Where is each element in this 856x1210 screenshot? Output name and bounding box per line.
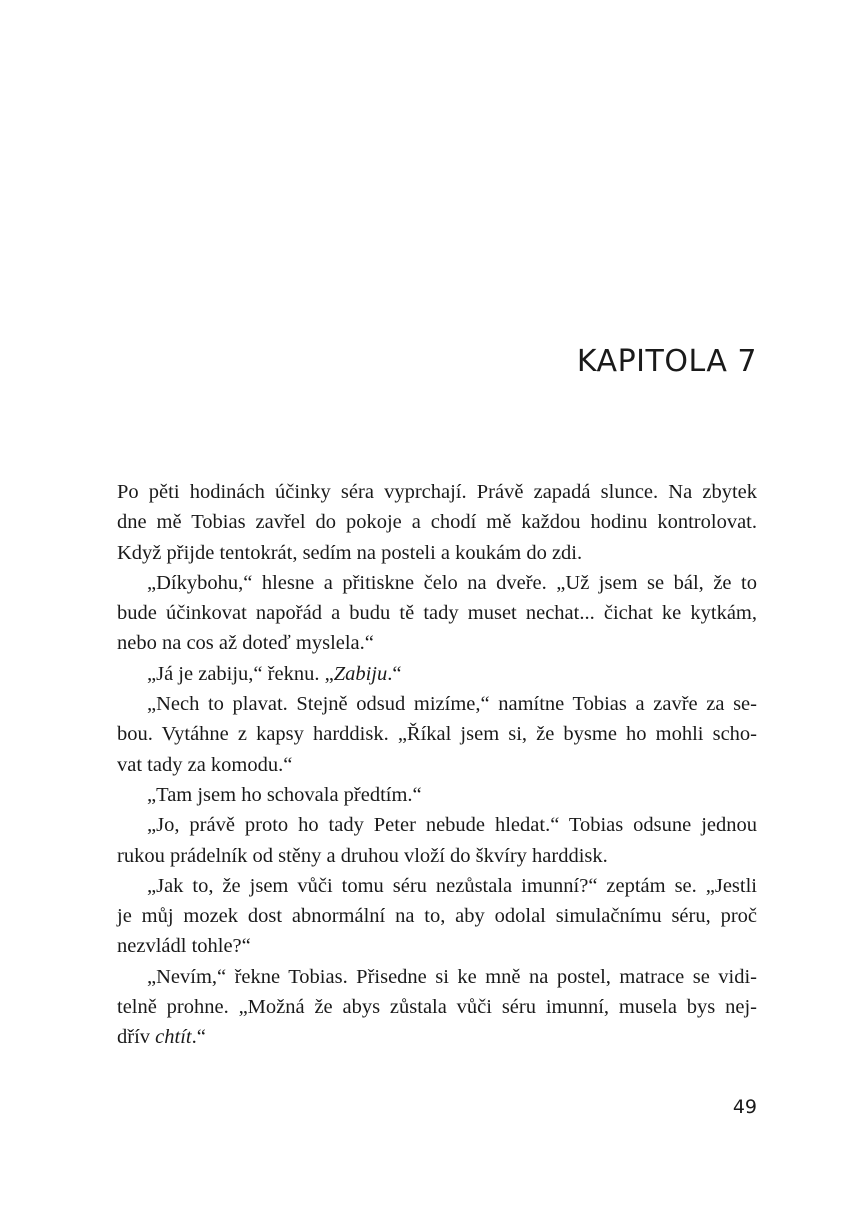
text-segment: .“	[387, 662, 402, 685]
chapter-body	[117, 477, 757, 1053]
text-line: Když přijde tentokrát, sedím na posteli a koukám do zdi.	[117, 541, 583, 564]
chapter-title: KAPITOLA 7	[576, 344, 757, 379]
text-line: dne mě Tobias zavřel do pokoje a chodí mě každou hodinu kontrolovat.	[117, 511, 757, 534]
text-line	[117, 1022, 757, 1052]
text-line: „Jo, právě proto ho tady Peter nebude hledat.“ Tobias odsune jednou	[147, 814, 757, 837]
text-line: vat tady za komodu.“	[117, 753, 293, 776]
text-line	[117, 659, 757, 689]
text-line: bude účinkovat napořád a budu tě tady muset nechat... čichat ke kytkám,	[117, 602, 757, 625]
text-line: „Nech to plavat. Stejně odsud mizíme,“ namítne Tobias a zavře za se-	[147, 693, 757, 716]
text-line: je můj mozek dost abnormální na to, aby odolal simulačnímu séru, proč	[117, 905, 757, 928]
emphasized-word: chtít	[155, 1026, 192, 1049]
text-line: „Nevím,“ řekne Tobias. Přisedne si ke mně na postel, matrace se vidi-	[147, 965, 757, 988]
text-line: „Díkybohu,“ hlesne a přitiskne čelo na dveře. „Už jsem se bál, že to	[147, 571, 757, 594]
text-line: „Tam jsem ho schovala předtím.“	[147, 783, 422, 806]
text-segment: dřív	[117, 1026, 156, 1049]
text-line: „Jak to, že jsem vůči tomu séru nezůstala imunní?“ zeptám se. „Jestli	[147, 874, 757, 897]
emphasized-word: Zabiju	[333, 662, 388, 685]
text-segment: „Já je zabiju,“ řeknu. „	[147, 662, 334, 685]
text-line: Po pěti hodinách účinky séra vyprchají. Právě zapadá slunce. Na zbytek	[117, 481, 757, 503]
text-line: rukou prádelník od stěny a druhou vloží do škvíry harddisk.	[117, 844, 608, 867]
text-line: nezvládl tohle?“	[117, 935, 251, 958]
text-segment: .“	[191, 1026, 206, 1049]
page-number: 49	[732, 1096, 757, 1118]
text-line: bou. Vytáhne z kapsy harddisk. „Říkal jsem si, že bysme ho mohli scho-	[117, 723, 757, 746]
text-line: nebo na cos až doteď myslela.“	[117, 632, 374, 655]
text-line: telně prohne. „Možná že abys zůstala vůči séru imunní, musela bys nej-	[117, 996, 757, 1019]
